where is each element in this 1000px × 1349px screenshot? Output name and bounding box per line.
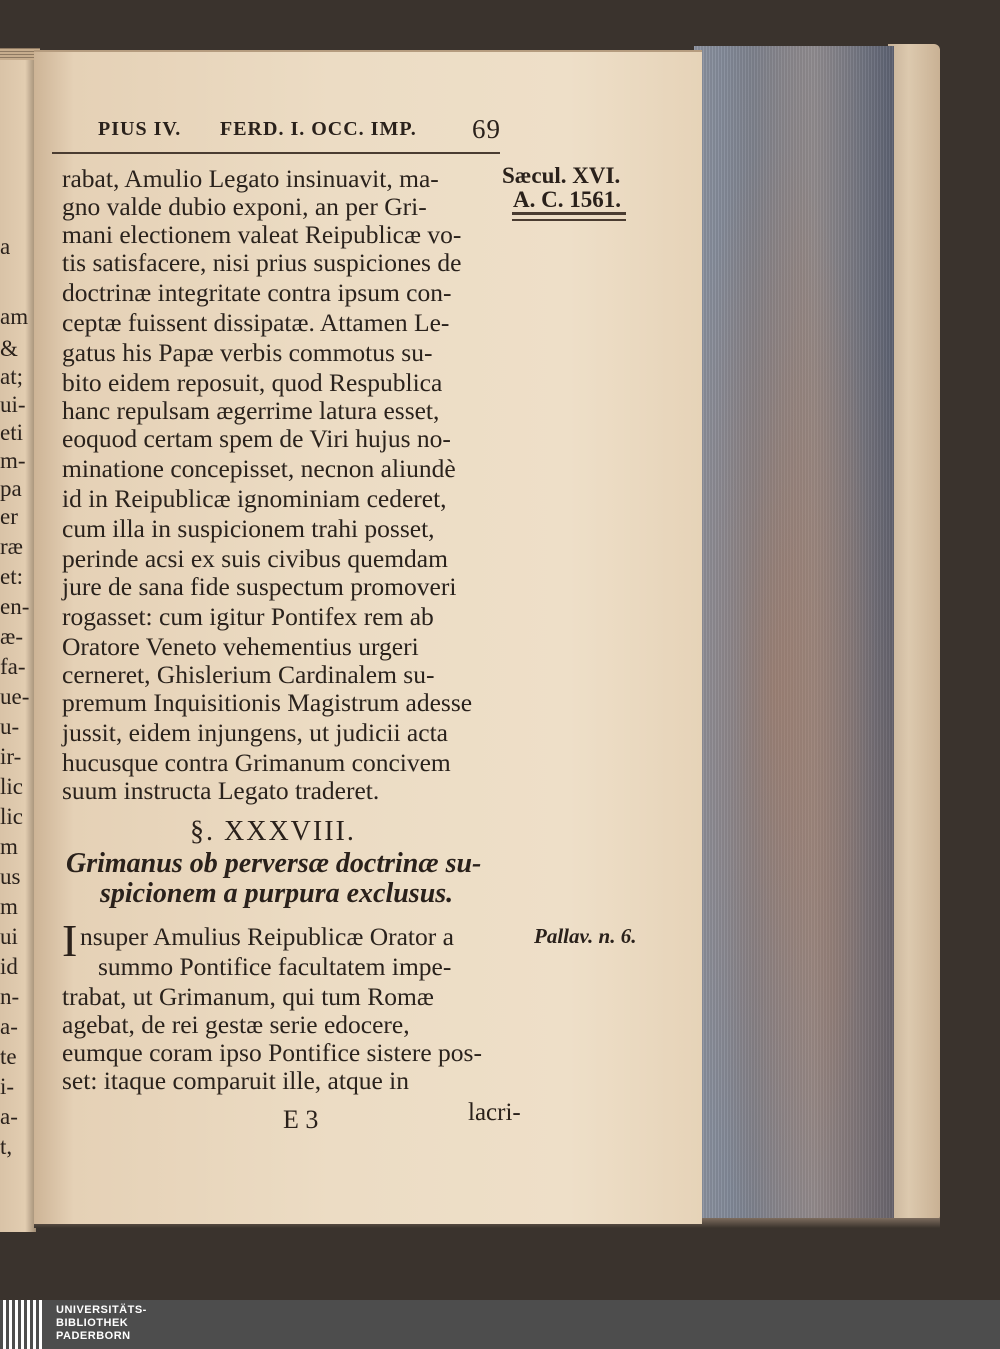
left-page-fragment: pa — [0, 476, 22, 501]
left-page-fragment: m — [0, 834, 18, 859]
header-emperor: FERD. I. OCC. IMP. — [220, 118, 417, 140]
left-page-fragment: & — [0, 336, 18, 361]
body-line: cum illa in suspicionem trahi posset, — [62, 514, 435, 543]
left-page-fragment: n- — [0, 984, 20, 1009]
body-line: hanc repulsam ægerrime latura esset, — [62, 396, 440, 425]
paragraph-line: agebat, de rei gestæ serie edocere, — [62, 1010, 410, 1039]
header-rule — [52, 152, 500, 154]
left-page-fragment: m — [0, 894, 18, 919]
body-line: id in Reipublicæ ignominiam cederet, — [62, 484, 447, 513]
left-page-fragment: lic — [0, 774, 23, 799]
body-line: suum instructa Legato traderet. — [62, 776, 380, 805]
body-line: eoquod certam spem de Viri hujus no- — [62, 424, 451, 453]
margin-rule — [512, 212, 626, 215]
margin-note-century: Sæcul. XVI. — [502, 163, 621, 188]
body-line: jure de sana fide suspectum promoveri — [62, 572, 457, 601]
left-page-fragment: ui — [0, 924, 18, 949]
left-page-fragment: fa- — [0, 654, 26, 679]
catchword: lacri- — [468, 1099, 521, 1126]
body-line: doctrinæ integritate contra ipsum con- — [62, 278, 452, 307]
margin-note-reference: Pallav. n. 6. — [534, 924, 637, 948]
left-page-fragment: lic — [0, 804, 23, 829]
left-page-fragment: a- — [0, 1104, 18, 1129]
section-heading: §. XXXVIII. — [190, 816, 356, 847]
library-name-line: UNIVERSITÄTS- — [56, 1304, 147, 1316]
paragraph-line: nsuper Amulius Reipublicæ Orator a — [80, 922, 454, 951]
library-name-line: BIBLIOTHEK — [56, 1317, 129, 1329]
margin-rule — [512, 219, 626, 221]
left-page-fragment: i- — [0, 1074, 15, 1099]
left-page-fragment: eti — [0, 420, 23, 445]
left-page-fragment: m- — [0, 448, 26, 473]
body-line: gatus his Papæ verbis commotus su- — [62, 338, 433, 367]
library-name-line: PADERBORN — [56, 1330, 131, 1342]
margin-note-year: A. C. 1561. — [513, 187, 621, 212]
section-title-line: spicionem a purpura exclusus. — [100, 878, 454, 909]
body-line: hucusque contra Grimanum concivem — [62, 748, 451, 777]
left-page-fragment: en- — [0, 594, 30, 619]
running-header — [98, 114, 518, 144]
library-footer — [0, 1300, 1000, 1349]
left-page — [0, 60, 36, 1232]
book-back-cover — [888, 44, 940, 1222]
body-line: rabat, Amulio Legato insinuavit, ma- — [62, 164, 439, 193]
header-pope: PIUS IV. — [98, 118, 182, 140]
body-line: bito eidem reposuit, quod Respublica — [62, 368, 443, 397]
left-page-fragment: ræ — [0, 534, 23, 559]
body-line: gno valde dubio exponi, an per Gri- — [62, 192, 427, 221]
drop-cap: I — [62, 915, 78, 966]
left-page-fragment: u- — [0, 714, 20, 739]
left-page-fragment: t, — [0, 1134, 13, 1159]
left-page-fragment: ui- — [0, 392, 26, 417]
body-line: minatione concepisset, necnon aliundè — [62, 454, 456, 483]
page-number: 69 — [472, 114, 501, 144]
body-line: Oratore Veneto vehementius urgeri — [62, 632, 419, 661]
left-page-fragment: a — [0, 234, 11, 259]
library-name — [56, 1304, 147, 1343]
body-line: perinde acsi ex suis civibus quemdam — [62, 544, 448, 573]
left-page-fragment: us — [0, 864, 21, 889]
left-page-fragment: ir- — [0, 744, 22, 769]
body-line: ceptæ fuissent dissipatæ. Attamen Le- — [62, 308, 450, 337]
left-page-fragment: er — [0, 504, 18, 529]
body-line: rogasset: cum igitur Pontifex rem ab — [62, 602, 434, 631]
paragraph-line: summo Pontifice facultatem impe- — [98, 952, 452, 981]
paragraph-line: trabat, ut Grimanum, qui tum Romæ — [62, 982, 434, 1011]
body-line: premum Inquisitionis Magistrum adesse — [62, 688, 473, 717]
body-line: tis satisfacere, nisi prius suspiciones de — [62, 248, 462, 277]
body-line: mani electionem valeat Reipublicæ vo- — [62, 220, 462, 249]
left-page-fragment: at; — [0, 364, 23, 389]
left-page-fragment: te — [0, 1044, 17, 1069]
left-page-fragment: am — [0, 304, 29, 329]
body-line: jussit, eidem injungens, ut judicii acta — [62, 718, 448, 747]
section-title-line: Grimanus ob perversæ doctrinæ su- — [66, 848, 482, 879]
left-page-fragment: ue- — [0, 684, 30, 709]
left-page-fragment: a- — [0, 1014, 18, 1039]
signature-mark: E 3 — [283, 1105, 319, 1134]
fore-edge-stain — [694, 46, 894, 1222]
paragraph-line: set: itaque comparuit ille, atque in — [62, 1066, 409, 1095]
paragraph-line: eumque coram ipso Pontifice sistere pos- — [62, 1038, 482, 1067]
library-logo-icon — [0, 1300, 48, 1349]
left-page-fragment: id — [0, 954, 18, 979]
body-line: cerneret, Ghislerium Cardinalem su- — [62, 660, 435, 689]
left-page-fragment: et: — [0, 564, 23, 589]
left-page-fragment: æ- — [0, 624, 23, 649]
